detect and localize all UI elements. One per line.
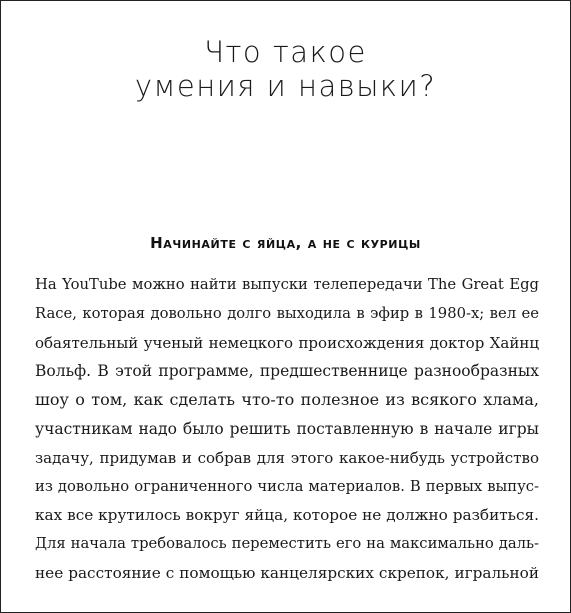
- text-line: шоу о том, как сделать что-то полезное из всякого хлама,: [35, 390, 539, 410]
- chapter-title-line-2: умения и навыки?: [134, 69, 437, 103]
- text-line: Race, которая довольно долго выходила в эфир в 1980-х; вел ее: [35, 304, 539, 322]
- text-line: Вольф. В этой программе, предшественнице разнообразных: [35, 362, 539, 381]
- chapter-title: [1, 35, 570, 103]
- text-line: из довольно ограниченного числа материалов. В первых выпус-: [35, 477, 539, 495]
- chapter-title-line-1: Что такое: [204, 35, 367, 69]
- text-line: участникам надо было решить поставленную в начале игры: [35, 419, 539, 438]
- section-heading: Начинайте с яйца, а не с курицы: [150, 234, 421, 252]
- text-line: На YouTube можно найти выпуски телепередачи The Great Egg: [35, 276, 539, 293]
- text-line: ках все крутилось вокруг яйца, которое не должно разбиться.: [35, 506, 539, 525]
- body-paragraph: [35, 271, 539, 588]
- text-line: обаятельный ученый немецкого происхождения доктор Хайнц: [35, 333, 539, 352]
- text-line: Для начала требовалось переместить его на максимально даль-: [35, 535, 539, 553]
- text-line: нее расстояние с помощью канцелярских скрепок, игральной: [35, 563, 539, 582]
- text-line: задачу, придумав и собрав для этого какое-нибудь устройство: [35, 448, 539, 467]
